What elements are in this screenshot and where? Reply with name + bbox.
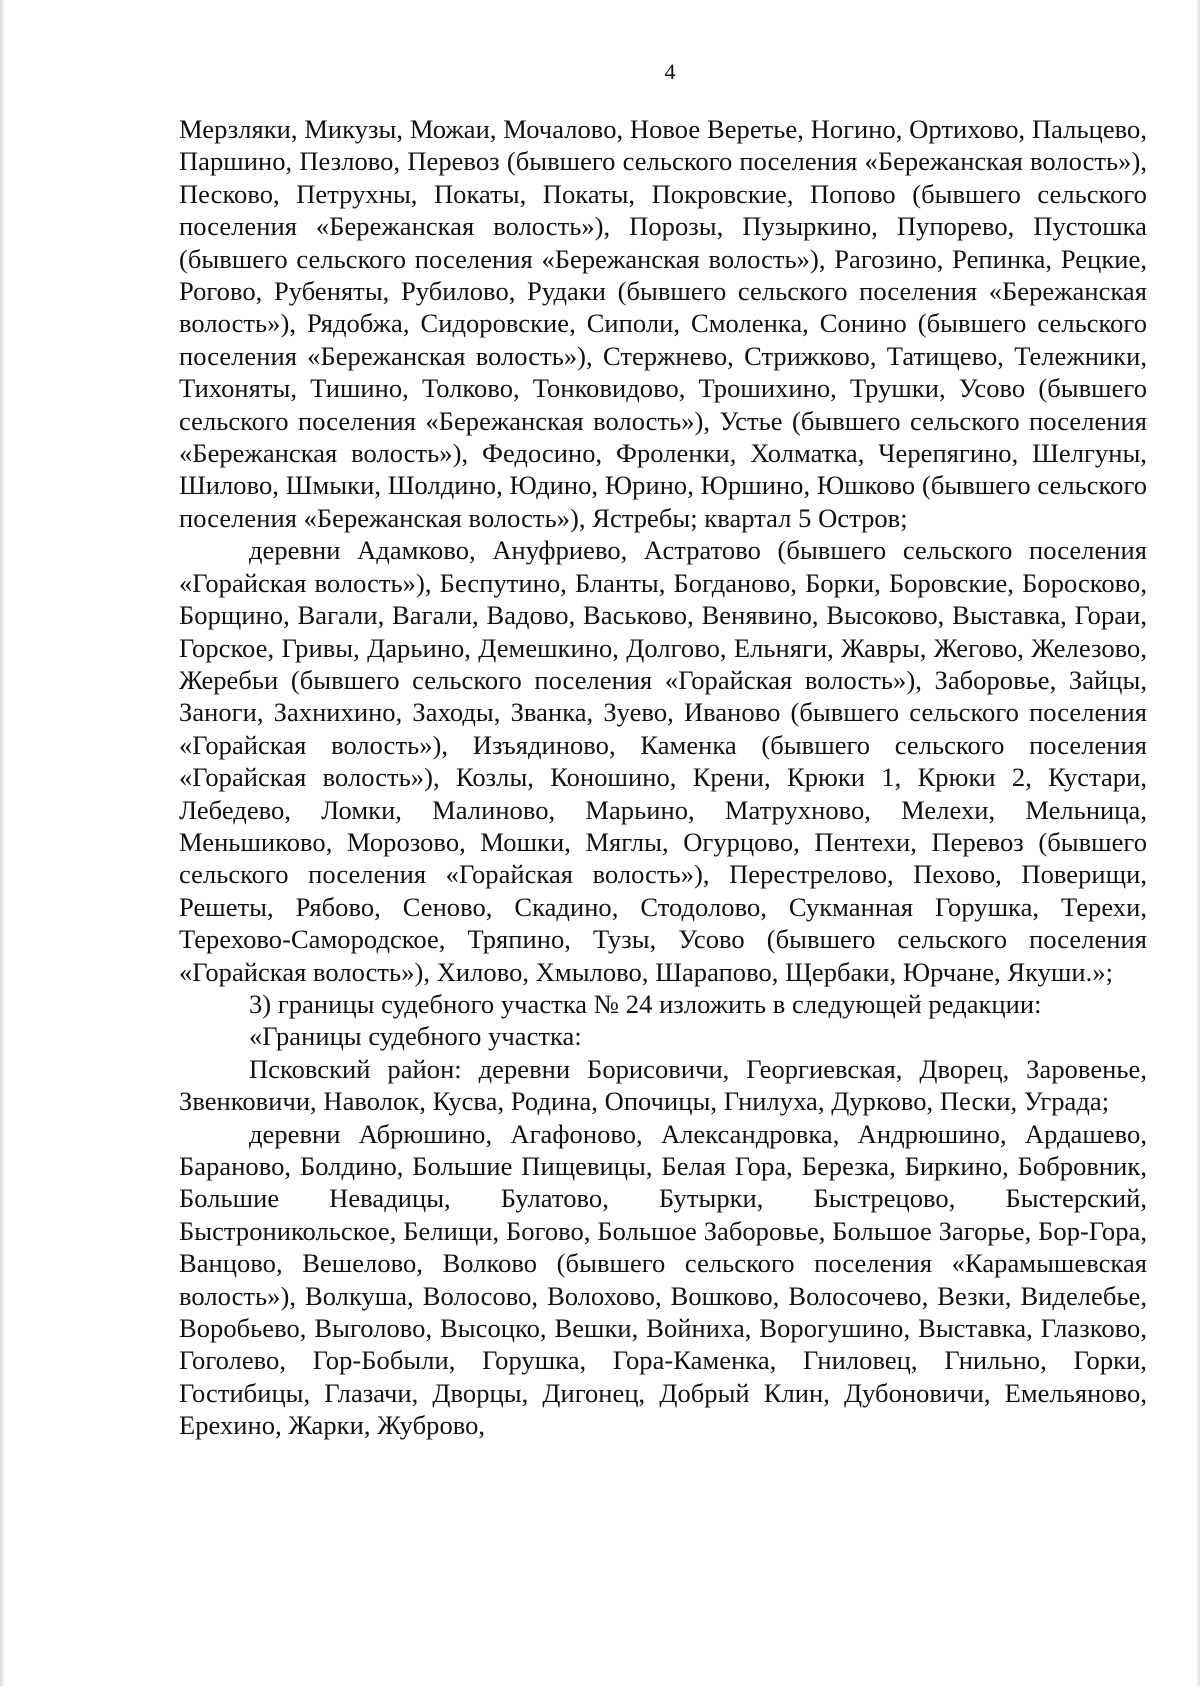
document-body <box>179 113 1147 1442</box>
scan-edge-left <box>0 0 6 1686</box>
scan-edge-right <box>1196 0 1200 1686</box>
paragraph: деревни Адамково, Ануфриево, Астратово (бывшего сельского поселения «Горайская волость»), Беспутино, Бланты, Богданово, Борки, Боровские, Боросково, Борщино, Вагали, Вагали, Вадово, Васьково, Венявино, Высоково, Выставка, Гораи, Горское, Гривы, Дарьино, Демешкино, Долгово, Ельняги, Жавры, Жегово, Железово, Жеребьи (бывшего сельского поселения «Горайская волость»), Заборовье, Зайцы, Заноги, Захнихино, Заходы, Званка, Зуево, Иваново (бывшего сельского поселения «Горайская волость»), Изъядиново, Каменка (бывшего сельского поселения «Горайская волость»), Козлы, Коношино, Крени, Крюки 1, Крюки 2, Кустари, Лебедево, Ломки, Малиново, Марьино, Матрухново, Мелехи, Мельница, Меньшиково, Морозово, Мошки, Мяглы, Огурцово, Пентехи, Перевоз (бывшего сельского поселения «Горайская волость»), Перестрелово, Пехово, Поверищи, Решеты, Рябово, Сеново, Скадино, Стодолово, Сукманная Горушка, Терехи, Терехово-Самородское, Тряпино, Тузы, Усово (бывшего сельского поселения «Горайская волость»), Хилово, Хмылово, Шарапово, Щербаки, Юрчане, Якуши.»; <box>179 535 1147 987</box>
paragraph: 3) границы судебного участка № 24 изложить в следующей редакции: <box>249 988 1042 1019</box>
paragraph: Псковский район: деревни Борисовичи, Георгиевская, Дворец, Заровенье, Звенковичи, Наволок, Кусва, Родина, Опочицы, Гнилуха, Дурково, Пески, Уграда; <box>179 1053 1147 1117</box>
paragraph: деревни Абрюшино, Агафоново, Александровка, Андрюшино, Ардашево, Бараново, Болдино, Большие Пищевицы, Белая Гора, Березка, Биркино, Бобровник, Большие Невадицы, Булатово, Бутырки, Быстрецово, Быстерский, Быстроникольское, Белищи, Богово, Большое Заборовье, Большое Загорье, Бор-Гора, Ванцово, Вешелово, Волково (бывшего сельского поселения «Карамышевская волость»), Волкуша, Волосово, Волохово, Вошково, Волосочево, Везки, Виделебье, Воробьево, Выголово, Высоцко, Вешки, Войниха, Ворогушино, Выставка, Глазково, Гоголево, Гор-Бобыли, Горушка, Гора-Каменка, Гниловец, Гнильно, Горки, Гостибицы, Глазачи, Дворцы, Дигонец, Добрый Клин, Дубоновичи, Емельяново, Ерехино, Жарки, Жуброво, <box>179 1118 1147 1441</box>
paragraph: Мерзляки, Микузы, Можаи, Мочалово, Новое Веретье, Ногино, Ортихово, Пальцево, Паршино, Пезлово, Перевоз (бывшего сельского поселения «Бережанская волость»), Песково, Петрухны, Покаты, Покаты, Покровские, Попово (бывшего сельского поселения «Бережанская волость»), Порозы, Пузыркино, Пупорево, Пустошка (бывшего сельского поселения «Бережанская волость»), Рагозино, Репинка, Рецкие, Рогово, Рубеняты, Рубилово, Рудаки (бывшего сельского поселения «Бережанская волость»), Рядобжа, Сидоровские, Сиполи, Смоленка, Сонино (бывшего сельского поселения «Бережанская волость»), Стержнево, Стрижково, Татищево, Тележники, Тихоняты, Тишино, Толково, Тонковидово, Трошихино, Трушки, Усово (бывшего сельского поселения «Бережанская волость»), Устье (бывшего сельского поселения «Бережанская волость»), Федосино, Фроленки, Холматка, Черепягино, Шелгуны, Шилово, Шмыки, Шолдино, Юдино, Юрино, Юршино, Юшково (бывшего сельского поселения «Бережанская волость»), Ястребы; квартал 5 Остров; <box>179 114 1147 533</box>
page-number: 4 <box>664 59 676 84</box>
paragraph: «Границы судебного участка: <box>249 1021 582 1052</box>
